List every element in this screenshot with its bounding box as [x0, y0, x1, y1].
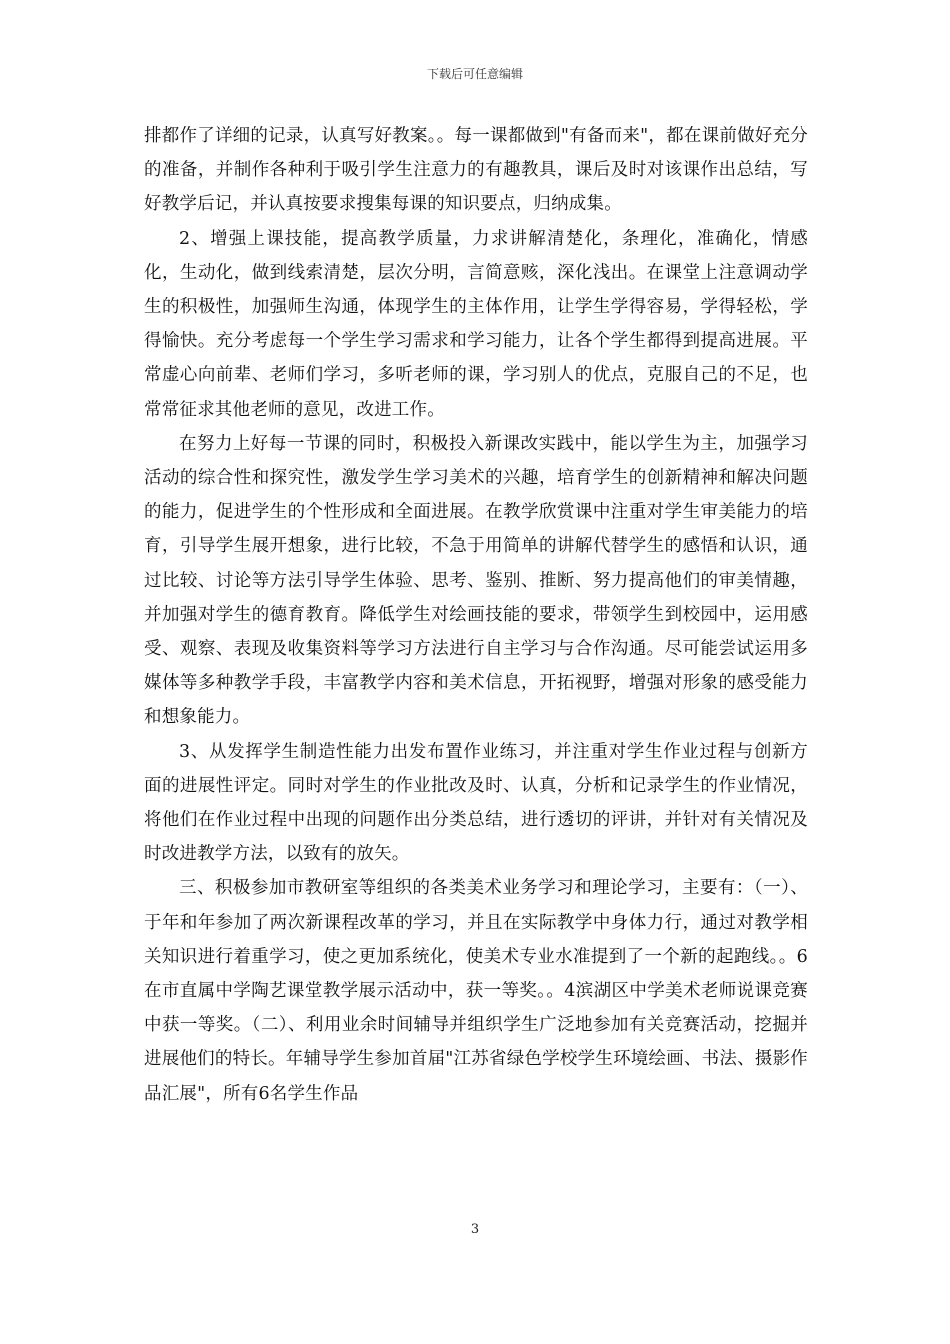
page-header: 下载后可任意编辑 — [426, 67, 523, 81]
paragraph-3: 在努力上好每一节课的同时，积极投入新课改实践中，能以学生为主，加强学习活动的综合性和探究性，激发学生学习美术的兴趣，培育学生的创新精神和解决问题的能力，促进学生的个性形成和全面进展。在教学欣赏课中注重对学生审美能力的培育，引导学生展开想象，进行比较，不急于用简单的讲解代替学生的感悟和认识，通过比较、讨论等方法引导学生体验、思考、鉴别、推断、努力提高他们的审美情趣，并加强对学生的德育教育。降低学生对绘画技能的要求，带领学生到校园中，运用感受、观察、表现及收集资料等学习方法进行自主学习与合作沟通。尽可能尝试运用多媒体等多种教学手段，丰富教学内容和美术信息，开拓视野，增强对形象的感受能力和想象能力。 — [144, 433, 808, 728]
document-body — [144, 119, 808, 1111]
paragraph-1: 排都作了详细的记录，认真写好教案。。每一课都做到"有备而来"，都在课前做好充分的准备，并制作各种利于吸引学生注意力的有趣教具，课后及时对该课作出总结，写好教学后记，并认真按要求搜集每课的知识要点，归纳成集。 — [144, 126, 808, 215]
paragraph-5: 三、积极参加市教研室等组织的各类美术业务学习和理论学习，主要有：（一）、于年和年参加了两次新课程改革的学习，并且在实际教学中身体力行，通过对教学相关知识进行着重学习，使之更加系统化，使美术专业水准提到了一个新的起跑线。。6在市直属中学陶艺课堂教学展示活动中，获一等奖。。4滨湖区中学美术老师说课竞赛中获一等奖。（二）、利用业余时间辅导并组织学生广泛地参加有关竞赛活动，挖掘并进展他们的特长。年辅导学生参加首届"江苏省绿色学校学生环境绘画、书法、摄影作品汇展"，所有6名学生作品 — [144, 878, 808, 1104]
paragraph-4: 3、从发挥学生制造性能力出发布置作业练习，并注重对学生作业过程与创新方面的进展性评定。同时对学生的作业批改及时、认真，分析和记录学生的作业情况，将他们在作业过程中出现的问题作出分类总结，进行透切的评讲，并针对有关情况及时改进教学方法，以致有的放矢。 — [144, 741, 808, 865]
paragraph-2: 2、增强上课技能，提高教学质量，力求讲解清楚化，条理化，准确化，情感化，生动化，做到线索清楚，层次分明，言简意赅，深化浅出。在课堂上注意调动学生的积极性，加强师生沟通，体现学生的主体作用，让学生学得容易，学得轻松，学得愉快。充分考虑每一个学生学习需求和学习能力，让各个学生都得到提高进展。平常虚心向前辈、老师们学习，多听老师的课，学习别人的优点，克服自己的不足，也常常征求其他老师的意见，改进工作。 — [144, 228, 808, 420]
page-number: 3 — [470, 1222, 480, 1237]
